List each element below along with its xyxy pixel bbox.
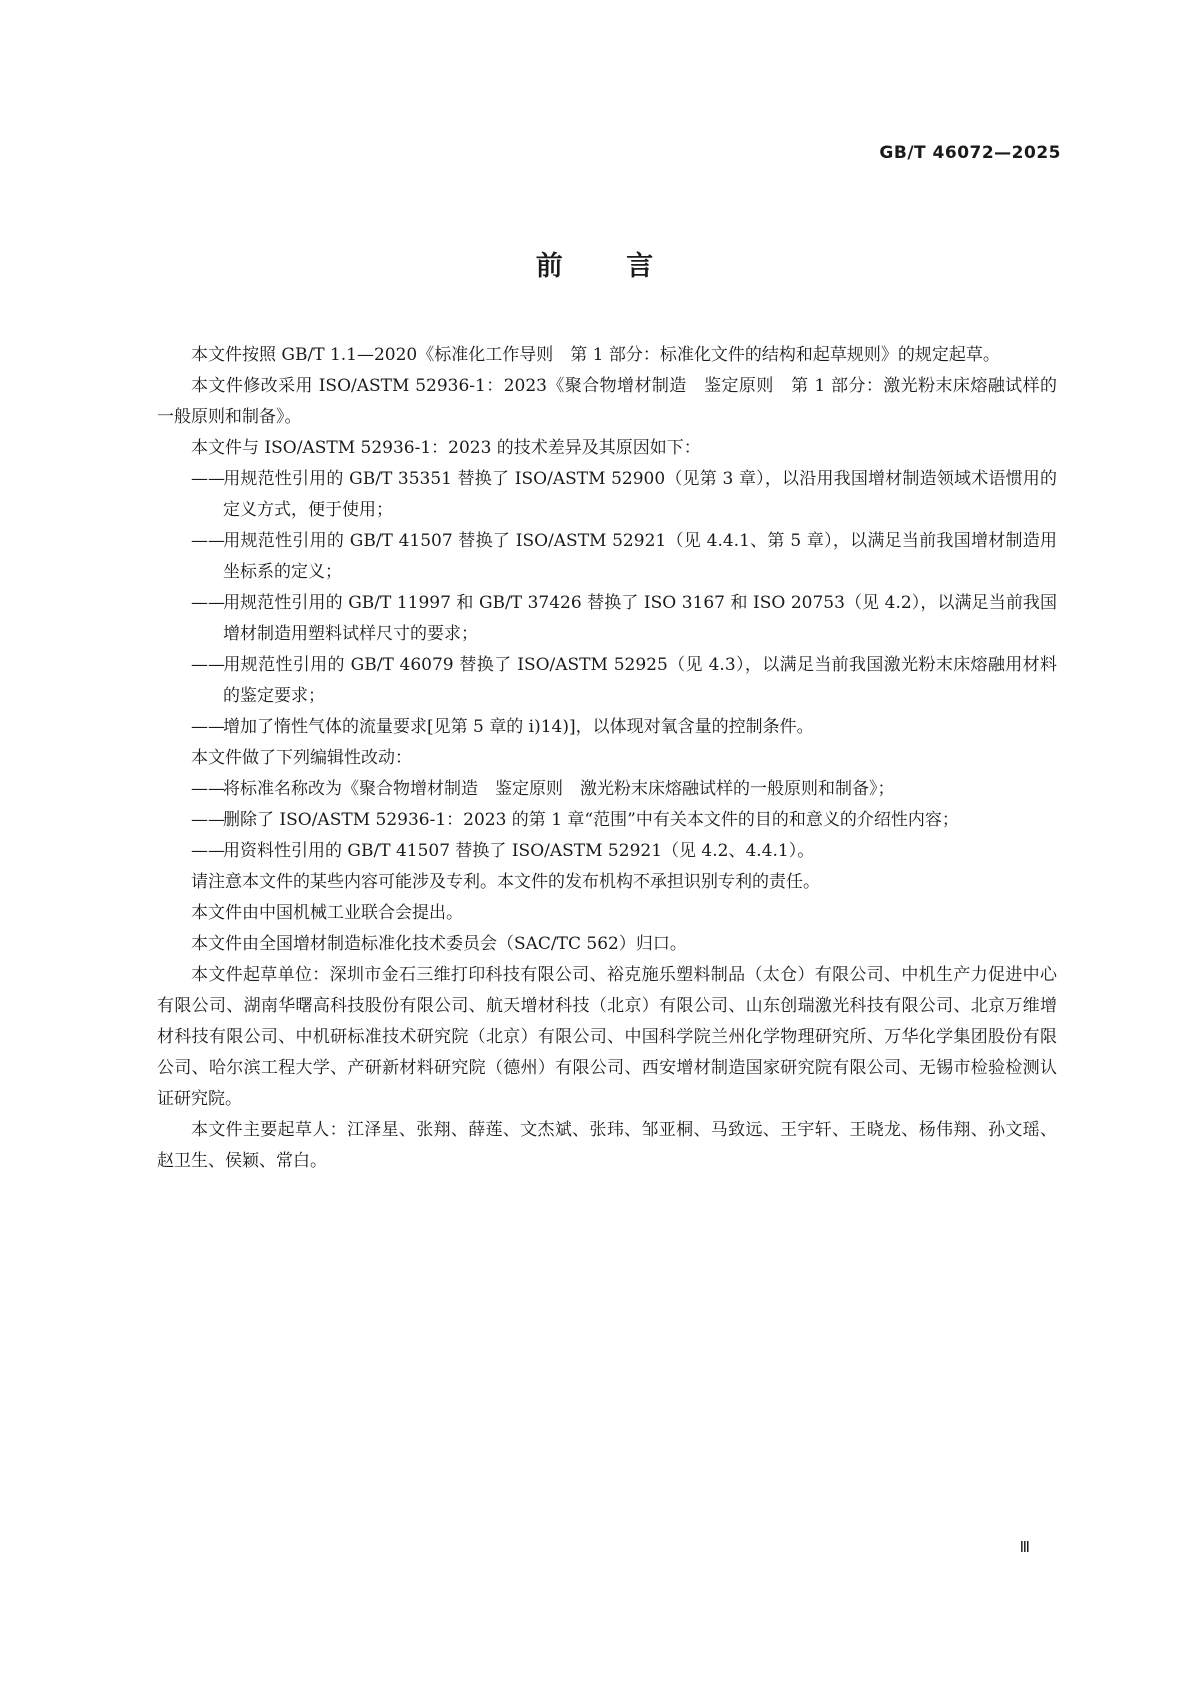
paragraph: 本文件修改采用 ISO/ASTM 52936-1：2023《聚合物增材制造 鉴定原则 第 1 部分：激光粉末床熔融试样的一般原则和制备》。 — [157, 376, 1057, 427]
paragraph: 本文件起草单位：深圳市金石三维打印科技有限公司、裕克施乐塑料制品（太仓）有限公司、中机生产力促进中心有限公司、湖南华曙高科技股份有限公司、航天增材科技（北京）有限公司、山东创瑞激光科技有限公司、北京万维增材科技有限公司、中机研标准技术研究院（北京）有限公司、中国科学院兰州化学物理研究所、万华化学集团股份有限公司、哈尔滨工程大学、产研新材料研究院（德州）有限公司、西安增材制造国家研究院有限公司、无锡市检验检测认证研究院。 — [157, 965, 1057, 1109]
paragraph: 本文件按照 GB/T 1.1—2020《标准化工作导则 第 1 部分：标准化文件的结构和起草规则》的规定起草。 — [191, 345, 1000, 365]
dash-list-item: ——增加了惰性气体的流量要求[见第 5 章的 i)14)]，以体现对氧含量的控制条件。 — [191, 717, 814, 737]
standard-number: GB/T 46072—2025 — [879, 143, 1061, 163]
page-number: Ⅲ — [1019, 1540, 1029, 1556]
dash-list-item: ——将标准名称改为《聚合物增材制造 鉴定原则 激光粉末床熔融试样的一般原则和制备》； — [191, 779, 895, 799]
page-title: 前 言 — [535, 251, 656, 282]
dash-list-item: ——用规范性引用的 GB/T 11997 和 GB/T 37426 替换了 ISO 3167 和 ISO 20753（见 4.2），以满足当前我国增材制造用塑料试样尺寸的要求； — [191, 593, 1057, 644]
paragraph: 本文件与 ISO/ASTM 52936-1：2023 的技术差异及其原因如下： — [191, 438, 701, 458]
paragraph: 本文件由全国增材制造标准化技术委员会（SAC/TC 562）归口。 — [191, 934, 687, 954]
paragraph: 请注意本文件的某些内容可能涉及专利。本文件的发布机构不承担识别专利的责任。 — [191, 872, 820, 892]
dash-list-item: ——用规范性引用的 GB/T 35351 替换了 ISO/ASTM 52900（见第 3 章），以沿用我国增材制造领域术语惯用的定义方式，便于使用； — [191, 469, 1057, 520]
dash-list-item: ——用规范性引用的 GB/T 46079 替换了 ISO/ASTM 52925（见 4.3），以满足当前我国激光粉末床熔融用材料的鉴定要求； — [191, 655, 1057, 706]
paragraph: 本文件由中国机械工业联合会提出。 — [191, 903, 463, 923]
dash-list-item: ——删除了 ISO/ASTM 52936-1：2023 的第 1 章“范围”中有关本文件的目的和意义的介绍性内容； — [191, 810, 959, 830]
paragraph: 本文件主要起草人：江泽星、张翔、薛莲、文杰斌、张玮、邹亚桐、马致远、王宇轩、王晓龙、杨伟翔、孙文瑶、赵卫生、侯颖、常白。 — [157, 1120, 1057, 1171]
dash-list-item: ——用规范性引用的 GB/T 41507 替换了 ISO/ASTM 52921（见 4.4.1、第 5 章），以满足当前我国增材制造用坐标系的定义； — [191, 531, 1057, 582]
dash-list-item: ——用资料性引用的 GB/T 41507 替换了 ISO/ASTM 52921（见 4.2、4.4.1）。 — [191, 841, 815, 861]
foreword-body — [157, 340, 1057, 1177]
paragraph: 本文件做了下列编辑性改动： — [191, 748, 412, 768]
